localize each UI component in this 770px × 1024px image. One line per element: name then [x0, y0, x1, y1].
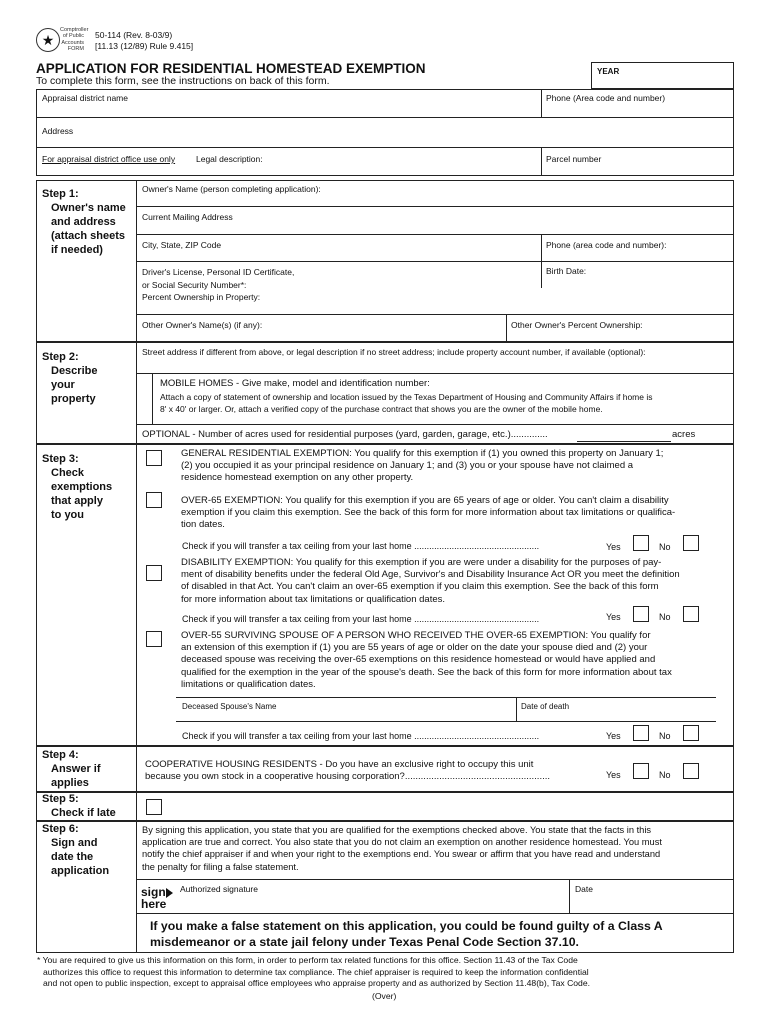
property-address-field[interactable]: Street address if different from above, or legal description if no street address; include property account number, if available (optional):	[142, 347, 646, 357]
tax-ceiling-yes-checkbox-2[interactable]	[633, 606, 649, 622]
acres-unit: acres	[672, 429, 696, 440]
no-label-2: No	[659, 612, 671, 622]
general-exemption-text: GENERAL RESIDENTIAL EXEMPTION: You qualify for this exemption if (1) you owned this property on January 1; (2) you occupied it as your principal residence on January 1; and (3) you or your spouse have not claimed a residence homestead exemption on any other property.	[181, 448, 664, 484]
cooperative-housing-text: COOPERATIVE HOUSING RESIDENTS - Do you have an exclusive right to occupy this unit because you own stock in a cooperative housing corporation?.......................................................	[145, 759, 550, 783]
date-of-death-field[interactable]: Date of death	[521, 702, 570, 711]
owner-name-field[interactable]: Owner's Name (person completing application):	[142, 184, 321, 194]
coop-yes-label: Yes	[606, 770, 621, 780]
step2-heading: Step 2: Describe your property	[42, 351, 98, 405]
yes-label-1: Yes	[606, 542, 621, 552]
birth-date-field[interactable]: Birth Date:	[546, 266, 587, 276]
acres-prompt: OPTIONAL - Number of acres used for residential purposes (yard, garden, garage, etc.)..............	[142, 429, 548, 440]
step5-section	[36, 792, 734, 821]
surviving-spouse-checkbox[interactable]	[146, 631, 162, 647]
comptroller-seal	[36, 28, 60, 52]
sign-arrow-icon	[166, 888, 173, 898]
general-exemption-checkbox[interactable]	[146, 450, 162, 466]
step1-heading: Step 1: Owner's name and address (attach sheets if needed)	[42, 188, 126, 256]
authorized-signature-field[interactable]: Authorized signature	[180, 884, 258, 894]
sign-here-label: sign here	[141, 885, 167, 911]
affirmation-text: By signing this application, you state that you are qualified for the exemptions checked above. You state that the facts in this application are true and correct. You also state that you do not claim an exemption on another residence homestead. You must notify the chief appraiser if and when your right to the exemptions end. You swear or affirm that you have read and understand the penalty for filing a false statement.	[142, 825, 662, 872]
deceased-spouse-name-field[interactable]: Deceased Spouse's Name	[182, 702, 277, 711]
mobile-home-title: MOBILE HOMES - Give make, model and identification number:	[160, 378, 430, 389]
appraisal-district-field[interactable]: Appraisal district name	[42, 93, 128, 103]
other-owner-names-field[interactable]: Other Owner's Name(s) (if any):	[142, 320, 263, 330]
tax-ceiling-prompt-1: Check if you will transfer a tax ceiling from your last home ..................................................	[182, 541, 540, 551]
acres-input-line[interactable]	[577, 441, 671, 442]
address-field[interactable]: Address	[42, 126, 74, 136]
coop-no-label: No	[659, 770, 671, 780]
step5-heading: Step 5: Check if late	[42, 793, 116, 819]
tax-ceiling-prompt-3: Check if you will transfer a tax ceiling from your last home ..................................................	[182, 731, 540, 741]
false-statement-warning: If you make a false statement on this application, you could be found guilty of a Class A misdemeanor or a state jail felony under Texas Penal Code Section 37.10.	[150, 919, 663, 949]
license-ssn-field[interactable]: Driver's License, Personal ID Certificate, or Social Security Number*:	[142, 267, 295, 290]
signature-date-field[interactable]: Date	[575, 884, 593, 894]
step3-heading: Step 3: Check exemptions that apply to you	[42, 453, 113, 521]
legal-description-field[interactable]: Legal description:	[196, 154, 263, 164]
over65-exemption-text: OVER-65 EXEMPTION: You qualify for this exemption if you are 65 years of age or older. You can't claim a disability exemption if you claim this exemption. See the back of this form for more information about tax limitations or qualifica- tion dates.	[181, 495, 676, 531]
mailing-address-field[interactable]: Current Mailing Address	[142, 212, 233, 222]
no-label-3: No	[659, 731, 671, 741]
mobile-home-instructions: Attach a copy of statement of ownership and location issued by the Texas Department of Housing and Community Affairs if home is 8' x 40' or larger. Or, attach a verified copy of the purchase contract that shows you are the owner of the mobile home.	[160, 392, 653, 414]
year-label: YEAR	[597, 67, 620, 76]
late-application-checkbox[interactable]	[146, 799, 162, 815]
district-phone-field[interactable]: Phone (Area code and number)	[546, 93, 666, 103]
parcel-number-field[interactable]: Parcel number	[546, 154, 602, 164]
form-reference: [11.13 (12/89) Rule 9.415]	[95, 41, 194, 51]
page-title: APPLICATION FOR RESIDENTIAL HOMESTEAD EXEMPTION	[36, 61, 426, 76]
surviving-spouse-text: OVER-55 SURVIVING SPOUSE OF A PERSON WHO RECEIVED THE OVER-65 EXEMPTION: You qualify for an extension of this exemption if (1) you are 55 years of age or older on the date your spouse died and (2) your deceased spouse was receiving the over-65 exemptions on this residence homestead or would have applied and qualified for the exemption in the year of the spouse's death. See the back of this form for more information about tax limitations or qualification dates.	[181, 630, 672, 690]
owner-phone-field[interactable]: Phone (area code and number):	[546, 240, 667, 250]
over65-exemption-checkbox[interactable]	[146, 492, 162, 508]
step4-heading: Step 4: Answer if applies	[42, 749, 101, 789]
tax-ceiling-yes-checkbox-3[interactable]	[633, 725, 649, 741]
page-subtitle: To complete this form, see the instructions on back of this form.	[36, 75, 330, 87]
privacy-notice: * You are required to give us this information on this form, in order to perform tax related functions for this office. Section 11.43 of the Tax Code authorizes this office to request this information to determine tax compliance. The chief appraiser is required to keep the information confidential and not open to public inspection, except to appraisal office employees who appraise property and as authorized by Section 11.48(b), Tax Code.	[37, 955, 591, 988]
yes-label-3: Yes	[606, 731, 621, 741]
percent-ownership-field[interactable]: Percent Ownership in Property:	[142, 292, 261, 302]
tax-ceiling-prompt-2: Check if you will transfer a tax ceiling from your last home ..................................................	[182, 614, 540, 624]
agency-name: Comptroller of Public Accounts FORM	[60, 27, 89, 52]
tax-ceiling-yes-checkbox-1[interactable]	[633, 535, 649, 551]
coop-yes-checkbox[interactable]	[633, 763, 649, 779]
star-icon: ★	[41, 32, 55, 48]
coop-no-checkbox[interactable]	[683, 763, 699, 779]
over-label: (Over)	[372, 991, 397, 1001]
year-box[interactable]	[591, 62, 734, 89]
no-label-1: No	[659, 542, 671, 552]
other-owner-percent-field[interactable]: Other Owner's Percent Ownership:	[511, 320, 643, 330]
tax-ceiling-no-checkbox-3[interactable]	[683, 725, 699, 741]
tax-ceiling-no-checkbox-2[interactable]	[683, 606, 699, 622]
disability-exemption-checkbox[interactable]	[146, 565, 162, 581]
step6-heading: Step 6: Sign and date the application	[42, 823, 110, 877]
disability-exemption-text: DISABILITY EXEMPTION: You qualify for this exemption if you are were under a disability for the purposes of pay- ment of disability benefits under the federal Old Age, Survivor's and Disability Insurance Act OR you meet the definition of disabled in that Act. You can't claim an over-65 exemption if you claim this exemption. See the back of this form for more information about tax limitations or qualification dates.	[181, 557, 680, 605]
yes-label-2: Yes	[606, 612, 621, 622]
form-number: 50-114 (Rev. 8-03/9)	[95, 30, 173, 40]
office-use-label: For appraisal district office use only	[42, 154, 176, 164]
city-state-zip-field[interactable]: City, State, ZIP Code	[142, 240, 222, 250]
tax-ceiling-no-checkbox-1[interactable]	[683, 535, 699, 551]
